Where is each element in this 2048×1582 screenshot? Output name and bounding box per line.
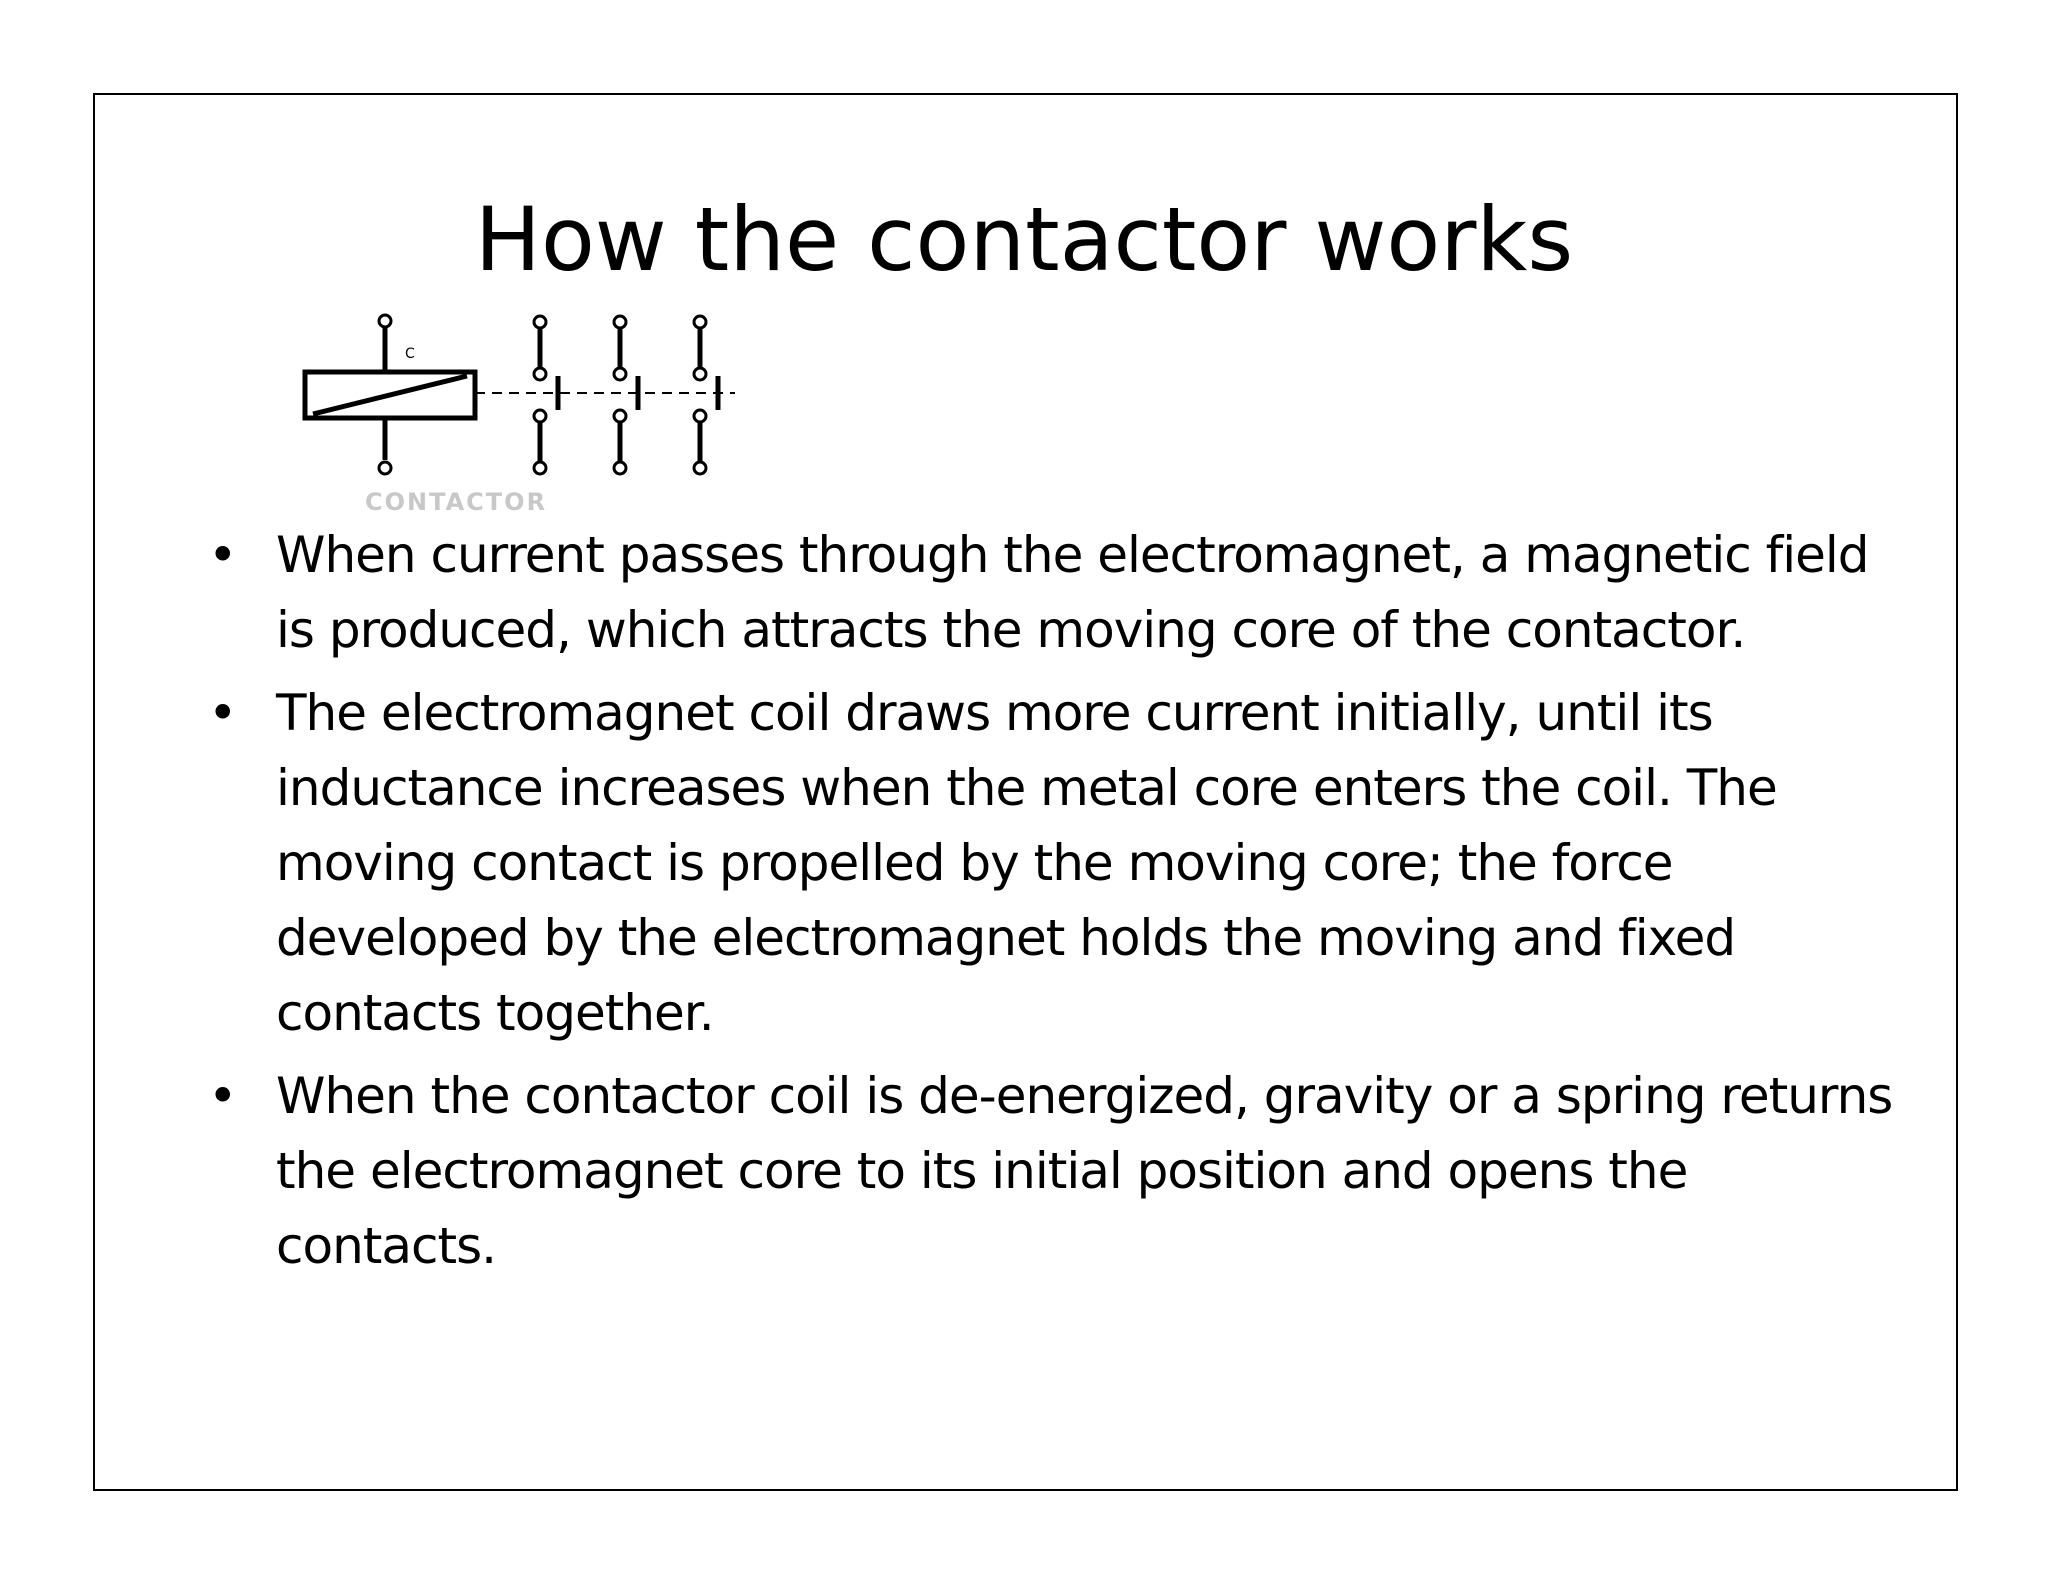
bullet-marker: • [208, 1067, 237, 1125]
bullet-marker: • [208, 684, 237, 742]
slide-title: How the contactor works [474, 188, 1574, 291]
contact-2 [620, 328, 638, 462]
diagram-caption: CONTACTOR [365, 488, 548, 516]
coil-letter: C [405, 346, 415, 362]
bullet-marker: • [208, 526, 237, 584]
bullet-text: When the contactor coil is de-energized, gravity or a spring returns the electromagnet core to its initial position and opens the contacts. [276, 1067, 1893, 1275]
power-contacts [540, 328, 718, 462]
bullet-item [200, 676, 1900, 1051]
contact-3 [700, 328, 718, 462]
bullet-item [200, 518, 1900, 668]
bullet-text: When current passes through the electromagnet, a magnetic field is produced, which attracts the moving core of the contactor. [276, 526, 1869, 659]
contact-1 [540, 328, 558, 462]
bullet-text: The electromagnet coil draws more current initially, until its inductance increases when the metal core enters the coil. The moving contact is propelled by the moving core; the force developed by the electromagnet holds the moving and fixed contacts together. [276, 684, 1777, 1042]
coil-symbol [305, 324, 475, 460]
bullet-item [200, 1059, 1900, 1284]
bullet-list [200, 518, 1900, 1292]
contactor-diagram [295, 310, 745, 520]
